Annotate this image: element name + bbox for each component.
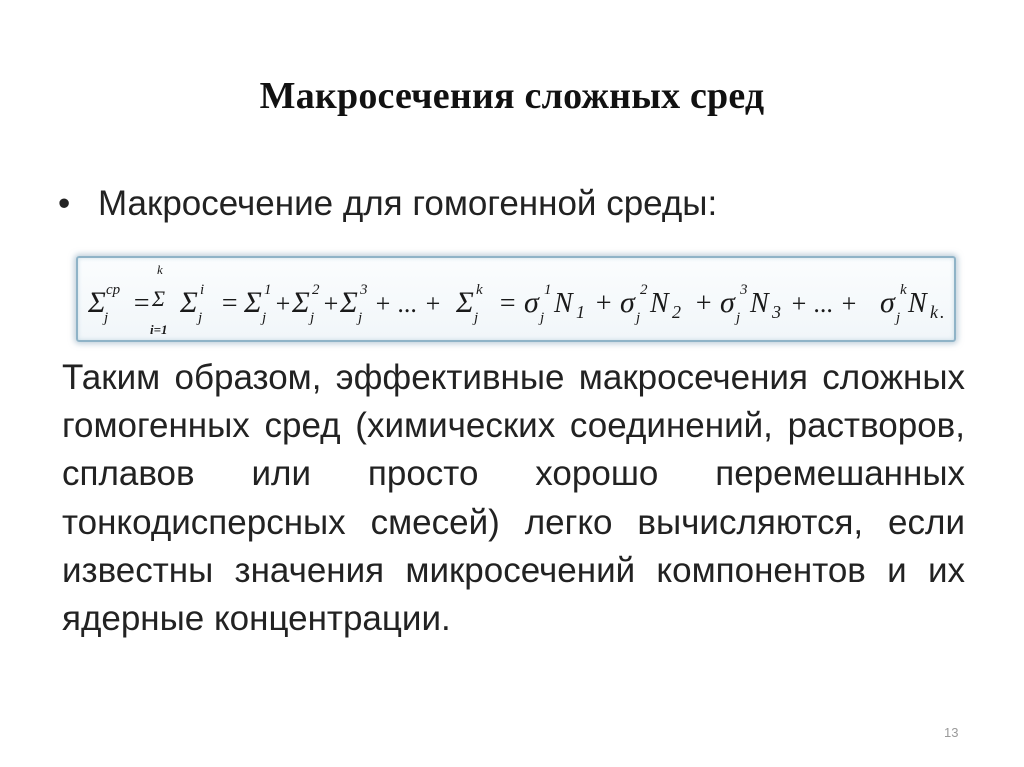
body-paragraph: Таким образом, эффективные макросечения сложных гомогенных сред (химических соединений, растворов, сплавов или просто хорошо перемешанных тонкодисперсных смесей) легко вычисляются, если известны значения микросечений компонентов и их ядерные концентрации. [62, 358, 965, 639]
formula-dot: . [940, 302, 945, 322]
bullet-marker: • [58, 184, 71, 223]
formula-a1: Σ [244, 286, 262, 319]
formula-a3: Σ [340, 286, 358, 319]
formula-t1-sub: j [198, 310, 203, 326]
formula-s1-sup: 1 [544, 282, 552, 298]
formula-a2-sub: j [310, 310, 315, 326]
formula-sk-sup: k [900, 282, 907, 298]
formula-lhs-symbol: Σ [88, 286, 106, 319]
formula-plus1: + [274, 289, 292, 318]
formula-n3: N [750, 288, 769, 319]
formula-n3-sub: 3 [772, 302, 781, 322]
formula-sk-sub: j [896, 310, 901, 326]
formula-n1-sub: 1 [576, 302, 585, 322]
slide-title: Макросечения сложных сред [259, 75, 765, 117]
formula-eq1: = [132, 288, 151, 319]
formula-box [76, 256, 956, 342]
formula-nk: N [908, 288, 927, 319]
bullet-item [58, 184, 717, 224]
formula-s3-sup: 3 [740, 282, 748, 298]
formula-s2: σ [620, 286, 635, 319]
formula-t1-sup: i [200, 282, 205, 298]
formula-ak-sup: k [476, 282, 483, 298]
formula-lhs-sub: j [104, 310, 109, 326]
formula-plus4: + [594, 288, 613, 319]
formula-a2-sup: 2 [312, 282, 320, 298]
formula-plus3: + ... + [374, 289, 442, 318]
formula-n2-sub: 2 [672, 302, 681, 322]
formula-ak: Σ [456, 286, 474, 319]
formula-plus6: + ... + [790, 289, 858, 318]
formula-s1: σ [524, 286, 539, 319]
formula-t1-symbol: Σ [180, 286, 198, 319]
formula-sum-symbol: Σ [152, 286, 166, 311]
formula-lhs-sup: cp [106, 282, 121, 298]
formula-s3-sub: j [736, 310, 741, 326]
formula-a3-sub: j [358, 310, 363, 326]
formula [84, 258, 950, 340]
formula-sum-lower: i=1 [150, 322, 168, 337]
formula-a3-sup: 3 [360, 282, 368, 298]
formula-sum-upper: k [157, 262, 163, 277]
formula-ak-sub: j [474, 310, 479, 326]
formula-a1-sup: 1 [264, 282, 272, 298]
formula-s3: σ [720, 286, 735, 319]
formula-plus5: + [694, 288, 713, 319]
formula-s1-sub: j [540, 310, 545, 326]
bullet-text: Макросечение для гомогенной среды: [98, 184, 718, 223]
formula-n2: N [650, 288, 669, 319]
formula-s2-sub: j [636, 310, 641, 326]
page-number: 13 [944, 725, 959, 740]
formula-eq2: = [220, 288, 239, 319]
formula-eq3: = [498, 288, 517, 319]
formula-nk-sub: k [930, 302, 938, 322]
formula-sk: σ [880, 286, 895, 319]
formula-s2-sup: 2 [640, 282, 648, 298]
formula-a2: Σ [292, 286, 310, 319]
formula-a1-sub: j [262, 310, 267, 326]
formula-n1: N [554, 288, 573, 319]
formula-plus2: + [322, 289, 340, 318]
